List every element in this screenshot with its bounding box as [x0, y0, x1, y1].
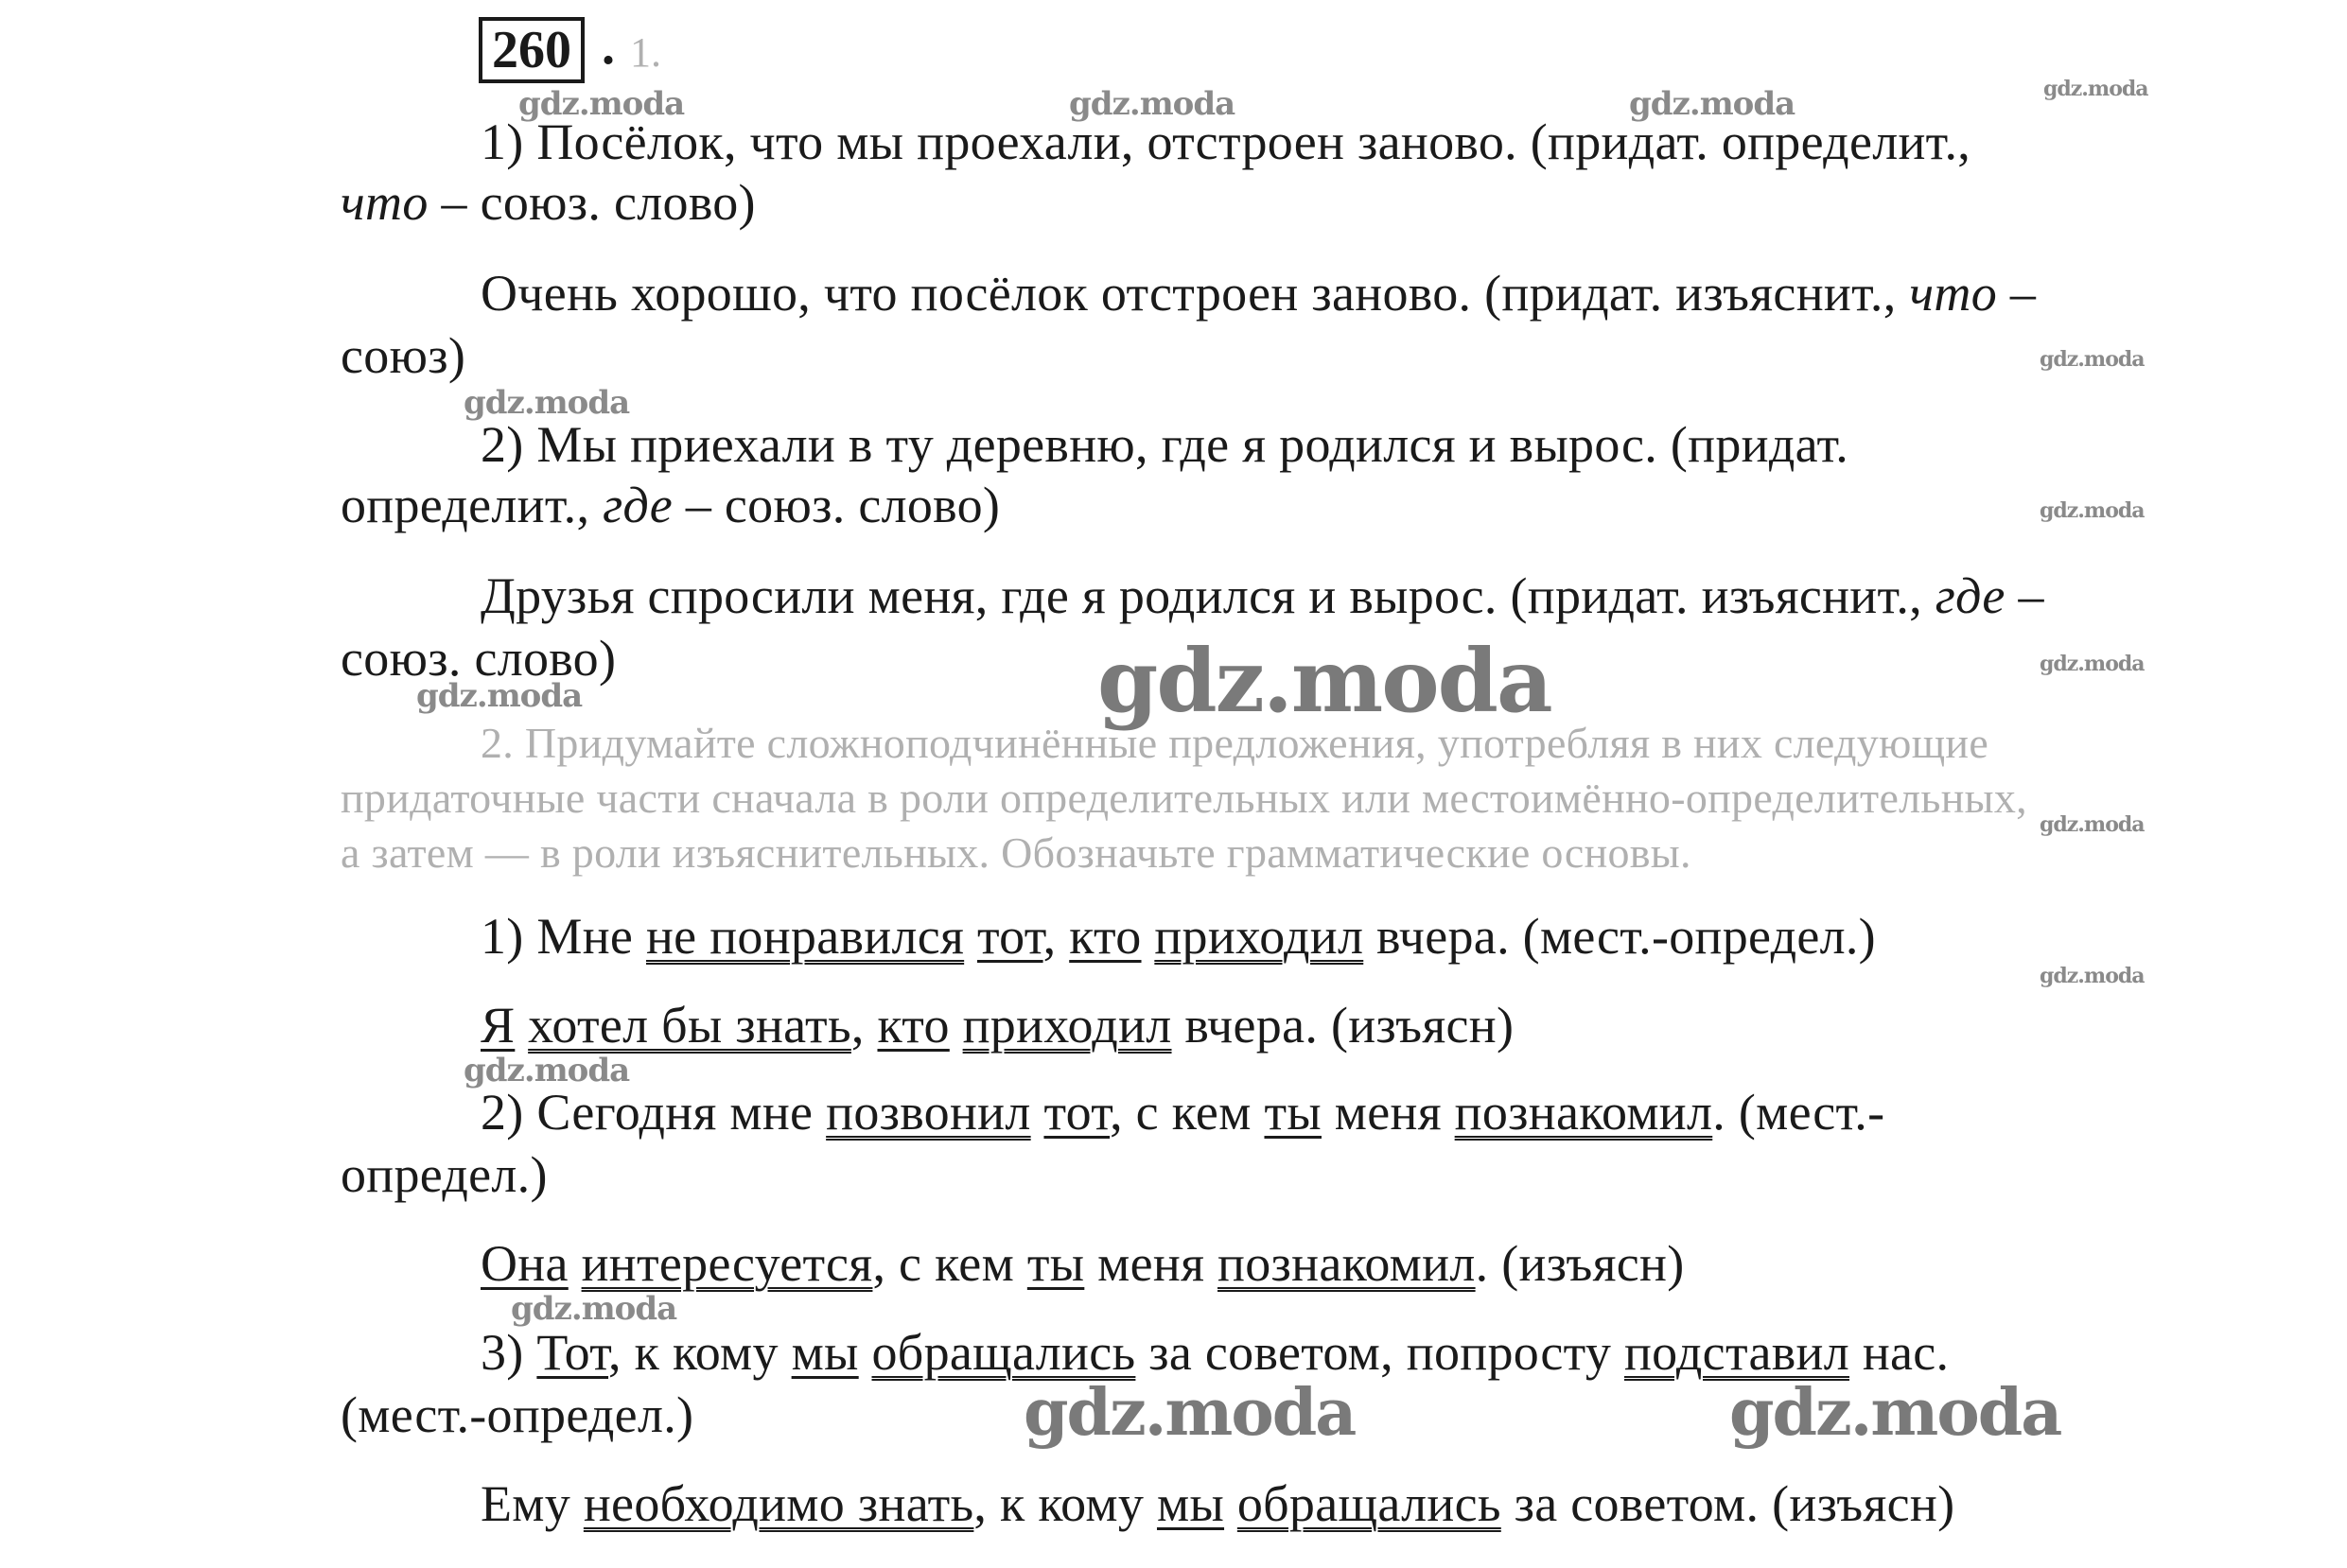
- watermark: gdz.moda: [511, 1290, 677, 1328]
- watermark: gdz.moda: [2043, 77, 2148, 101]
- p1-line-4: союз): [341, 327, 466, 384]
- p1-line-8: союз. слово): [341, 630, 617, 687]
- p1-line-7: Друзья спросили меня, где я родился и вырос. (придат. изъяснит., где –: [481, 567, 2044, 624]
- exercise-number-dot: .: [602, 17, 615, 76]
- p2-sentence-5: 3) Тот, к кому мы обращались за советом, попросту подставил нас.: [481, 1324, 1950, 1381]
- p1-line-6: определит., где – союз. слово): [341, 477, 1001, 533]
- watermark: gdz.moda: [416, 677, 583, 715]
- watermark: gdz.moda: [2040, 964, 2145, 988]
- p2-sentence-3-cont: определ.): [341, 1146, 548, 1203]
- watermark-large: gdz.moda: [1097, 630, 1551, 732]
- part-1-label: 1.: [630, 29, 661, 76]
- watermark: gdz.moda: [1069, 85, 1235, 123]
- watermark: gdz.moda: [2040, 652, 2145, 676]
- p1-line-1: 1) Посёлок, что мы проехали, отстроен заново. (придат. определит.,: [481, 113, 1971, 170]
- watermark: gdz.moda: [2040, 347, 2145, 372]
- p2-sentence-5-cont: (мест.-определ.): [341, 1386, 694, 1443]
- exercise-number: 260: [479, 17, 585, 83]
- watermark-medium: gdz.moda: [1024, 1375, 1356, 1451]
- watermark: gdz.moda: [2040, 812, 2145, 837]
- p1-line-3: Очень хорошо, что посёлок отстроен заново. (придат. изъяснит., что –: [481, 265, 2037, 322]
- watermark: gdz.moda: [518, 85, 685, 123]
- watermark: gdz.moda: [464, 384, 630, 422]
- p1-line-2: что – союз. слово): [341, 174, 756, 231]
- watermark: gdz.moda: [464, 1052, 630, 1089]
- p2-sentence-2: Я хотел бы знать, кто приходил вчера. (изъясн): [481, 997, 1515, 1054]
- p2-sentence-4: Она интересуется, с кем ты меня познакомил. (изъясн): [481, 1235, 1685, 1292]
- p2-sentence-1: 1) Мне не понравился тот, кто приходил вчера. (мест.-определ.): [481, 908, 1876, 965]
- watermark: gdz.moda: [2040, 498, 2145, 523]
- watermark: gdz.moda: [1629, 85, 1795, 123]
- task2-line-2: придаточные части сначала в роли определительных или местоимённо-определительных,: [341, 774, 2027, 822]
- task2-line-1: 2. Придумайте сложноподчинённые предложения, употребляя в них следующие: [481, 719, 1989, 767]
- watermark-medium: gdz.moda: [1729, 1375, 2061, 1451]
- task2-line-3: а затем — в роли изъяснительных. Обозначьте грамматические основы.: [341, 828, 1691, 877]
- p2-sentence-6: Ему необходимо знать, к кому мы обращались за советом. (изъясн): [481, 1475, 1955, 1532]
- p1-line-5: 2) Мы приехали в ту деревню, где я родился и вырос. (придат.: [481, 416, 1849, 473]
- p2-sentence-3: 2) Сегодня мне позвонил тот, с кем ты меня познакомил. (мест.-: [481, 1084, 1885, 1141]
